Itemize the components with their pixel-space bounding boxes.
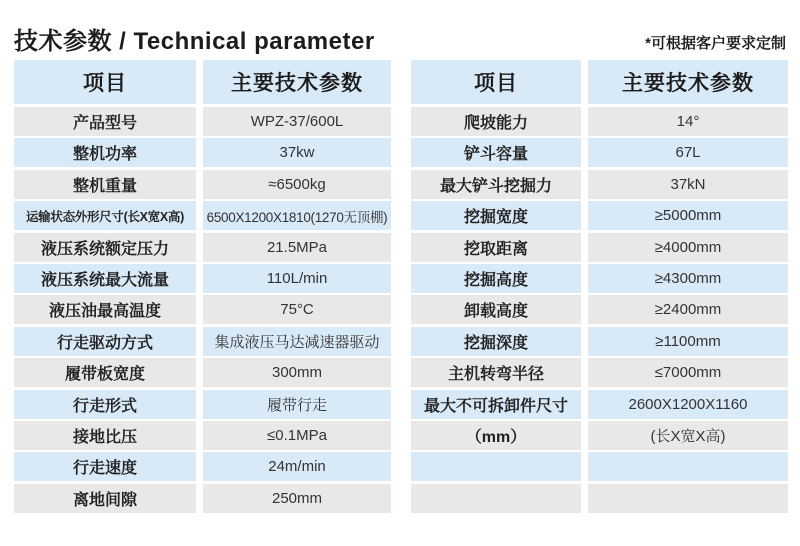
table-row xyxy=(14,264,391,293)
row-label: 履带板宽度 xyxy=(14,358,196,387)
row-label: 液压系统最大流量 xyxy=(14,264,196,293)
row-label: （mm） xyxy=(411,421,581,450)
table-row xyxy=(411,138,788,167)
table-row xyxy=(14,358,391,387)
row-value: (长X宽X高) xyxy=(588,421,788,450)
row-label: 整机重量 xyxy=(14,170,196,199)
spec-table-right xyxy=(411,60,788,515)
row-value: ≥4000mm xyxy=(588,233,788,262)
row-label: 卸载高度 xyxy=(411,295,581,324)
row-value: 300mm xyxy=(203,358,391,387)
table-body xyxy=(14,107,391,513)
table-row-empty xyxy=(411,484,788,513)
row-value: ≥2400mm xyxy=(588,295,788,324)
table-row xyxy=(411,358,788,387)
row-label: 产品型号 xyxy=(14,107,196,136)
table-header-row xyxy=(14,60,391,104)
row-label: 运输状态外形尺寸(长X宽X高) xyxy=(14,201,196,230)
row-label: 挖掘深度 xyxy=(411,327,581,356)
table-row xyxy=(411,295,788,324)
table-row xyxy=(411,201,788,230)
top-bar xyxy=(0,0,800,56)
row-value: 37kN xyxy=(588,170,788,199)
customization-note: *可根据客户要求定制 xyxy=(645,35,786,52)
table-row xyxy=(411,233,788,262)
table-row xyxy=(14,327,391,356)
row-value: 75°C xyxy=(203,295,391,324)
row-value: 250mm xyxy=(203,484,391,513)
table-row xyxy=(411,327,788,356)
row-value: 110L/min xyxy=(203,264,391,293)
row-value: 24m/min xyxy=(203,452,391,481)
row-value: 21.5MPa xyxy=(203,233,391,262)
table-row xyxy=(14,201,391,230)
row-label: 铲斗容量 xyxy=(411,138,581,167)
row-value: ≥1100mm xyxy=(588,327,788,356)
table-body xyxy=(411,107,788,513)
table-row xyxy=(411,390,788,419)
table-row xyxy=(411,264,788,293)
table-row xyxy=(14,170,391,199)
row-value: ≥4300mm xyxy=(588,264,788,293)
table-row xyxy=(14,421,391,450)
table-row xyxy=(14,452,391,481)
spec-table-left xyxy=(14,60,391,515)
row-label: 爬坡能力 xyxy=(411,107,581,136)
row-label: 最大铲斗挖掘力 xyxy=(411,170,581,199)
row-label: 行走驱动方式 xyxy=(14,327,196,356)
row-value: 67L xyxy=(588,138,788,167)
table-header-row xyxy=(411,60,788,104)
table-row xyxy=(411,170,788,199)
tables-container xyxy=(0,56,800,515)
row-value: 37kw xyxy=(203,138,391,167)
table-row-empty xyxy=(411,452,788,481)
table-row xyxy=(14,107,391,136)
row-value: ≤7000mm xyxy=(588,358,788,387)
row-label: 液压油最高温度 xyxy=(14,295,196,324)
row-value: 6500X1200X1810(1270无顶棚) xyxy=(203,201,391,230)
table-row xyxy=(14,138,391,167)
row-value: 2600X1200X1160 xyxy=(588,390,788,419)
row-label: 接地比压 xyxy=(14,421,196,450)
row-value: 集成液压马达减速器驱动 xyxy=(203,327,391,356)
table-row xyxy=(14,484,391,513)
page-title: 技术参数 / Technical parameter xyxy=(14,28,375,55)
row-label: 行走速度 xyxy=(14,452,196,481)
row-value xyxy=(588,452,788,481)
table-row xyxy=(411,421,788,450)
table-row xyxy=(14,233,391,262)
header-param: 主要技术参数 xyxy=(588,60,788,104)
row-label: 液压系统额定压力 xyxy=(14,233,196,262)
row-value: 履带行走 xyxy=(203,390,391,419)
row-value: 14° xyxy=(588,107,788,136)
row-label: 挖掘宽度 xyxy=(411,201,581,230)
row-label: 挖掘高度 xyxy=(411,264,581,293)
row-value: ≈6500kg xyxy=(203,170,391,199)
header-item: 项目 xyxy=(14,60,196,104)
row-value: WPZ-37/600L xyxy=(203,107,391,136)
row-value: ≤0.1MPa xyxy=(203,421,391,450)
table-row xyxy=(411,107,788,136)
table-row xyxy=(14,295,391,324)
row-label: 整机功率 xyxy=(14,138,196,167)
row-value xyxy=(588,484,788,513)
row-value: ≥5000mm xyxy=(588,201,788,230)
header-param: 主要技术参数 xyxy=(203,60,391,104)
header-item: 项目 xyxy=(411,60,581,104)
row-label: 主机转弯半径 xyxy=(411,358,581,387)
row-label: 离地间隙 xyxy=(14,484,196,513)
table-row xyxy=(14,390,391,419)
row-label: 行走形式 xyxy=(14,390,196,419)
row-label: 最大不可拆卸件尺寸 xyxy=(411,390,581,419)
row-label xyxy=(411,452,581,481)
row-label xyxy=(411,484,581,513)
row-label: 挖取距离 xyxy=(411,233,581,262)
